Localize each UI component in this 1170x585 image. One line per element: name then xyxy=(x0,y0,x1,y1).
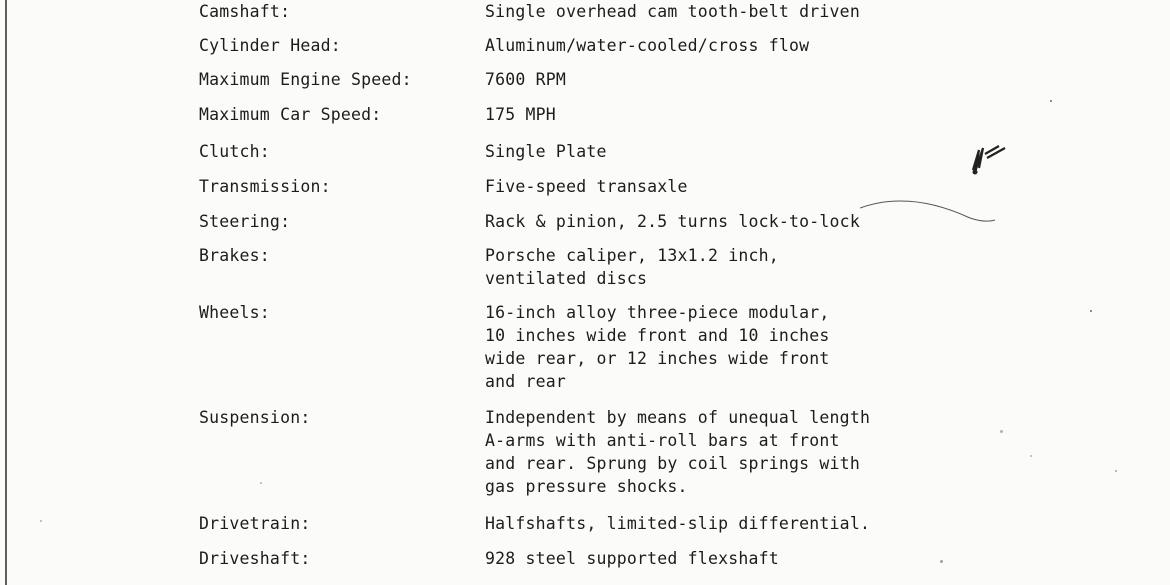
spec-label: Cylinder Head: xyxy=(199,36,341,55)
scan-speck xyxy=(260,482,262,484)
scan-speck xyxy=(1000,430,1003,433)
scan-speck xyxy=(1090,310,1092,312)
spec-label: Wheels: xyxy=(199,303,270,322)
spec-value: Halfshafts, limited-slip differential. xyxy=(485,514,871,533)
spec-label: Maximum Car Speed: xyxy=(199,105,382,124)
spec-value: Aluminum/water-cooled/cross flow xyxy=(485,36,810,55)
ink-scribble-mark xyxy=(965,132,1015,180)
scan-speck xyxy=(1050,100,1052,102)
spec-value: Independent by means of unequal length A-arms with anti-roll bars at front and rear. Sprung by coil springs with gas pressure shocks. xyxy=(485,408,871,496)
spec-label: Clutch: xyxy=(199,142,270,161)
spec-label: Transmission: xyxy=(199,177,331,196)
spec-label: Camshaft: xyxy=(199,2,291,21)
scan-speck xyxy=(940,560,943,563)
spec-label: Brakes: xyxy=(199,246,270,265)
spec-value: Porsche caliper, 13x1.2 inch, ventilated discs xyxy=(485,246,779,288)
scan-speck xyxy=(1030,455,1032,457)
pencil-stroke-mark xyxy=(860,190,1000,240)
spec-label: Steering: xyxy=(199,212,291,231)
spec-label: Suspension: xyxy=(199,408,311,427)
spec-value: 16-inch alloy three-piece modular, 10 inches wide front and 10 inches wide rear, or 12 inches wide front and rear xyxy=(485,303,830,391)
spec-value: Single Plate xyxy=(485,142,607,161)
spec-label: Driveshaft: xyxy=(199,549,311,568)
spec-value: 928 steel supported flexshaft xyxy=(485,549,779,568)
spec-label: Maximum Engine Speed: xyxy=(199,70,412,89)
spec-value: Rack & pinion, 2.5 turns lock-to-lock xyxy=(485,212,860,231)
spec-label: Drivetrain: xyxy=(199,514,311,533)
spec-value: Single overhead cam tooth-belt driven xyxy=(485,2,860,21)
scan-speck xyxy=(40,520,42,522)
spec-value: 175 MPH xyxy=(485,105,556,124)
spec-value: 7600 RPM xyxy=(485,70,567,89)
spec-value: Five-speed transaxle xyxy=(485,177,688,196)
scan-speck xyxy=(1115,470,1117,472)
